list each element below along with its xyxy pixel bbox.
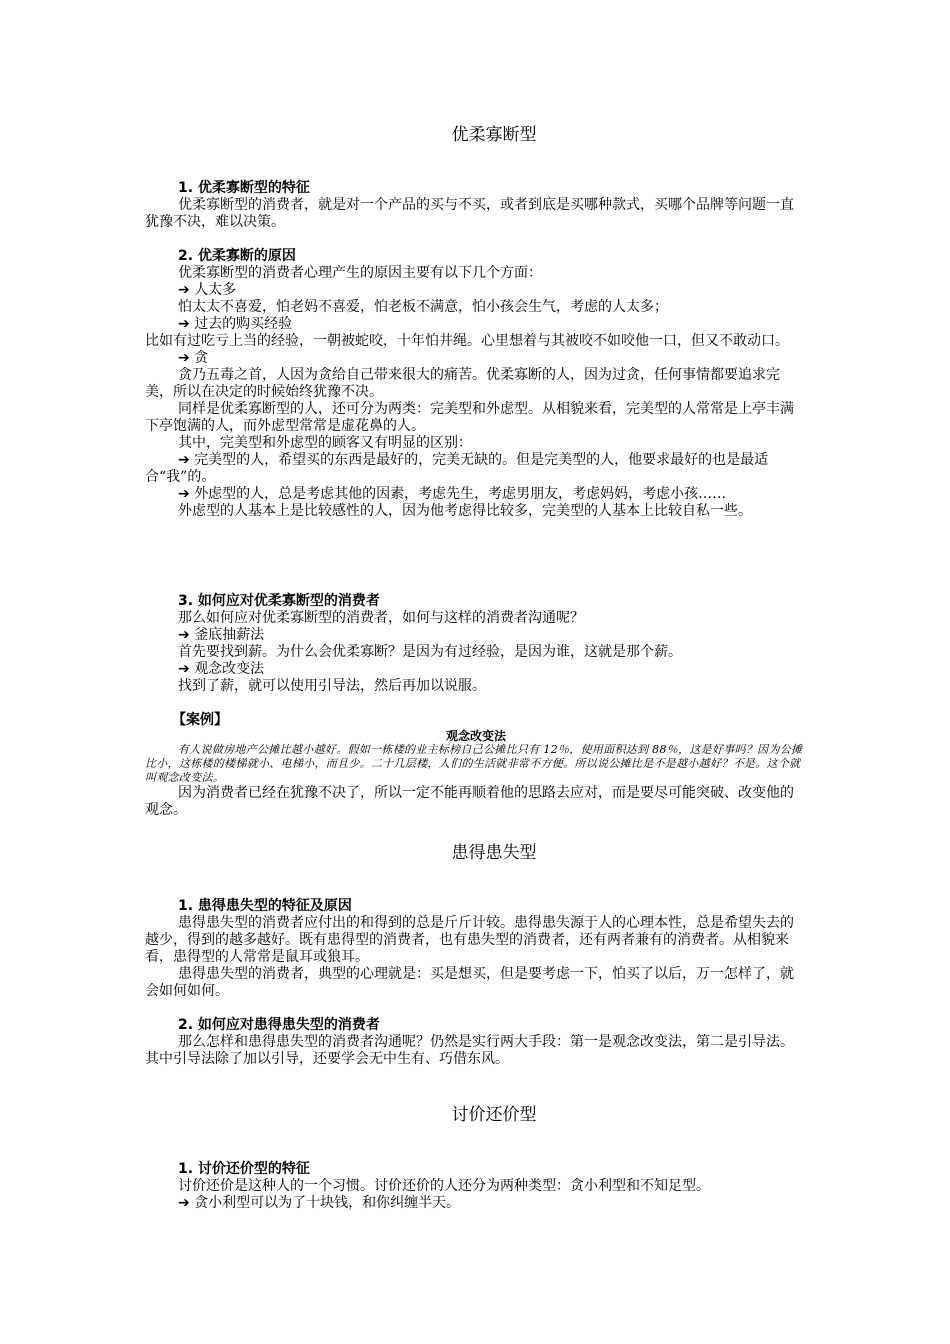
paragraph: 其中，完美型和外虑型的顾客又有明显的区别：: [178, 435, 472, 451]
subheading: 2. 优柔寡断的原因: [178, 248, 296, 264]
bullet-item: ➔ 贪小利型可以为了十块钱，和你纠缠半天。: [178, 1195, 461, 1211]
bullet-item: ➔ 外虑型的人，总是考虑其他的因素，考虑先生，考虑男朋友，考虑妈妈，考虑小孩……: [178, 486, 727, 502]
section-body: [145, 180, 807, 231]
case-title: 观念改变法: [445, 729, 506, 743]
paragraph: 因为消费者已经在犹豫不决了，所以一定不能再顺着他的思路去应对，而是要尽可能突破、改变他的观念。: [145, 785, 794, 818]
case-body: 有人说做房地产公摊比越小越好。假如一栋楼的业主标榜自己公摊比只有 12％，使用面积达到 88％，这是好事吗？因为公摊比小，这栋楼的楼梯就小、电梯小，而且少。二十几层楼，人们的生活就非常不方便。所以说公摊比是不是越小越好？不是。这个就叫观念改变法。: [145, 743, 803, 784]
section-title: 讨价还价型: [451, 1105, 537, 1125]
paragraph: 怕太太不喜爱，怕老妈不喜爱，怕老板不满意，怕小孩会生气，考虑的人太多；: [178, 299, 668, 315]
paragraph: 那么怎样和患得患失型的消费者沟通呢？仍然是实行两大手段：第一是观念改变法，第二是引导法。其中引导法除了加以引导，还要学会无中生有、巧借东风。: [145, 1034, 794, 1067]
bullet-item: ➔ 人太多: [178, 282, 237, 298]
case-block: [145, 712, 807, 819]
bullet-item: ➔ 过去的购买经验: [178, 316, 293, 332]
arrow-icon: ➔: [178, 1195, 190, 1211]
subheading: 1. 患得患失型的特征及原因: [178, 898, 352, 914]
section-body: [145, 248, 807, 520]
section-body: [145, 898, 807, 1000]
arrow-icon: ➔: [178, 486, 190, 502]
arrow-icon: ➔: [178, 316, 190, 332]
subheading: 3. 如何应对优柔寡断型的消费者: [178, 593, 380, 609]
case-label: 【案例】: [172, 712, 228, 728]
arrow-icon: ➔: [178, 282, 190, 298]
section-title: 患得患失型: [451, 843, 537, 863]
section-title: 优柔寡断型: [451, 125, 537, 145]
paragraph: 外虑型的人基本上是比较感性的人，因为他考虑得比较多，完美型的人基本上比较自私一些。: [178, 503, 752, 519]
paragraph: 讨价还价是这种人的一个习惯。讨价还价的人还分为两种类型：贪小利型和不知足型。: [178, 1178, 710, 1194]
paragraph: 同样是优柔寡断型的人，还可分为两类：完美型和外虑型。从相貌来看，完美型的人常常是上亭丰满下亭饱满的人，而外虑型常常是虚花鼻的人。: [145, 401, 794, 434]
paragraph: 找到了薪，就可以使用引导法，然后再加以说服。: [178, 678, 486, 694]
bullet-item: ➔ 贪: [178, 350, 209, 366]
subheading: 1. 讨价还价型的特征: [178, 1161, 310, 1177]
arrow-icon: ➔: [178, 661, 190, 677]
subheading: 1. 优柔寡断型的特征: [178, 180, 310, 196]
section-body: [145, 593, 807, 695]
paragraph: 患得患失型的消费者，典型的心理就是：买是想买，但是要考虑一下，怕买了以后，万一怎样了，就会如何如何。: [145, 966, 794, 999]
paragraph: 优柔寡断型的消费者，就是对一个产品的买与不买，或者到底是买哪种款式，买哪个品牌等问题一直犹豫不决，难以决策。: [145, 197, 794, 230]
bullet-item: ➔ 观念改变法: [178, 661, 265, 677]
section-body: [145, 1161, 807, 1212]
arrow-icon: ➔: [178, 452, 190, 468]
paragraph: 患得患失型的消费者应付出的和得到的总是斤斤计较。患得患失源于人的心理本性，总是希望失去的越少，得到的越多越好。既有患得型的消费者，也有患失型的消费者，还有两者兼有的消费者。从相貌来看，患得型的人常常是鼠耳或狼耳。: [145, 915, 794, 965]
bullet-item: ➔ 完美型的人，希望买的东西是最好的，完美无缺的。但是完美型的人，他要求最好的也是最适合“我”的。: [145, 452, 769, 485]
paragraph: 优柔寡断型的消费者心理产生的原因主要有以下几个方面：: [178, 265, 542, 281]
bullet-item: ➔ 釜底抽薪法: [178, 627, 265, 643]
paragraph: 贪乃五毒之首，人因为贪给自己带来很大的痛苦。优柔寡断的人，因为过贪，任何事情都要追求完美，所以在决定的时候始终犹豫不决。: [145, 367, 780, 400]
section-body: [145, 1017, 807, 1068]
arrow-icon: ➔: [178, 350, 190, 366]
paragraph: 那么如何应对优柔寡断型的消费者，如何与这样的消费者沟通呢？: [178, 610, 584, 626]
arrow-icon: ➔: [178, 627, 190, 643]
paragraph: 比如有过吃亏上当的经验，一朝被蛇咬，十年怕井绳。心里想着与其被咬不如咬他一口，但又不敢动口。: [145, 333, 789, 349]
subheading: 2. 如何应对患得患失型的消费者: [178, 1017, 380, 1033]
paragraph: 首先要找到薪。为什么会优柔寡断？是因为有过经验，是因为谁，这就是那个薪。: [178, 644, 682, 660]
